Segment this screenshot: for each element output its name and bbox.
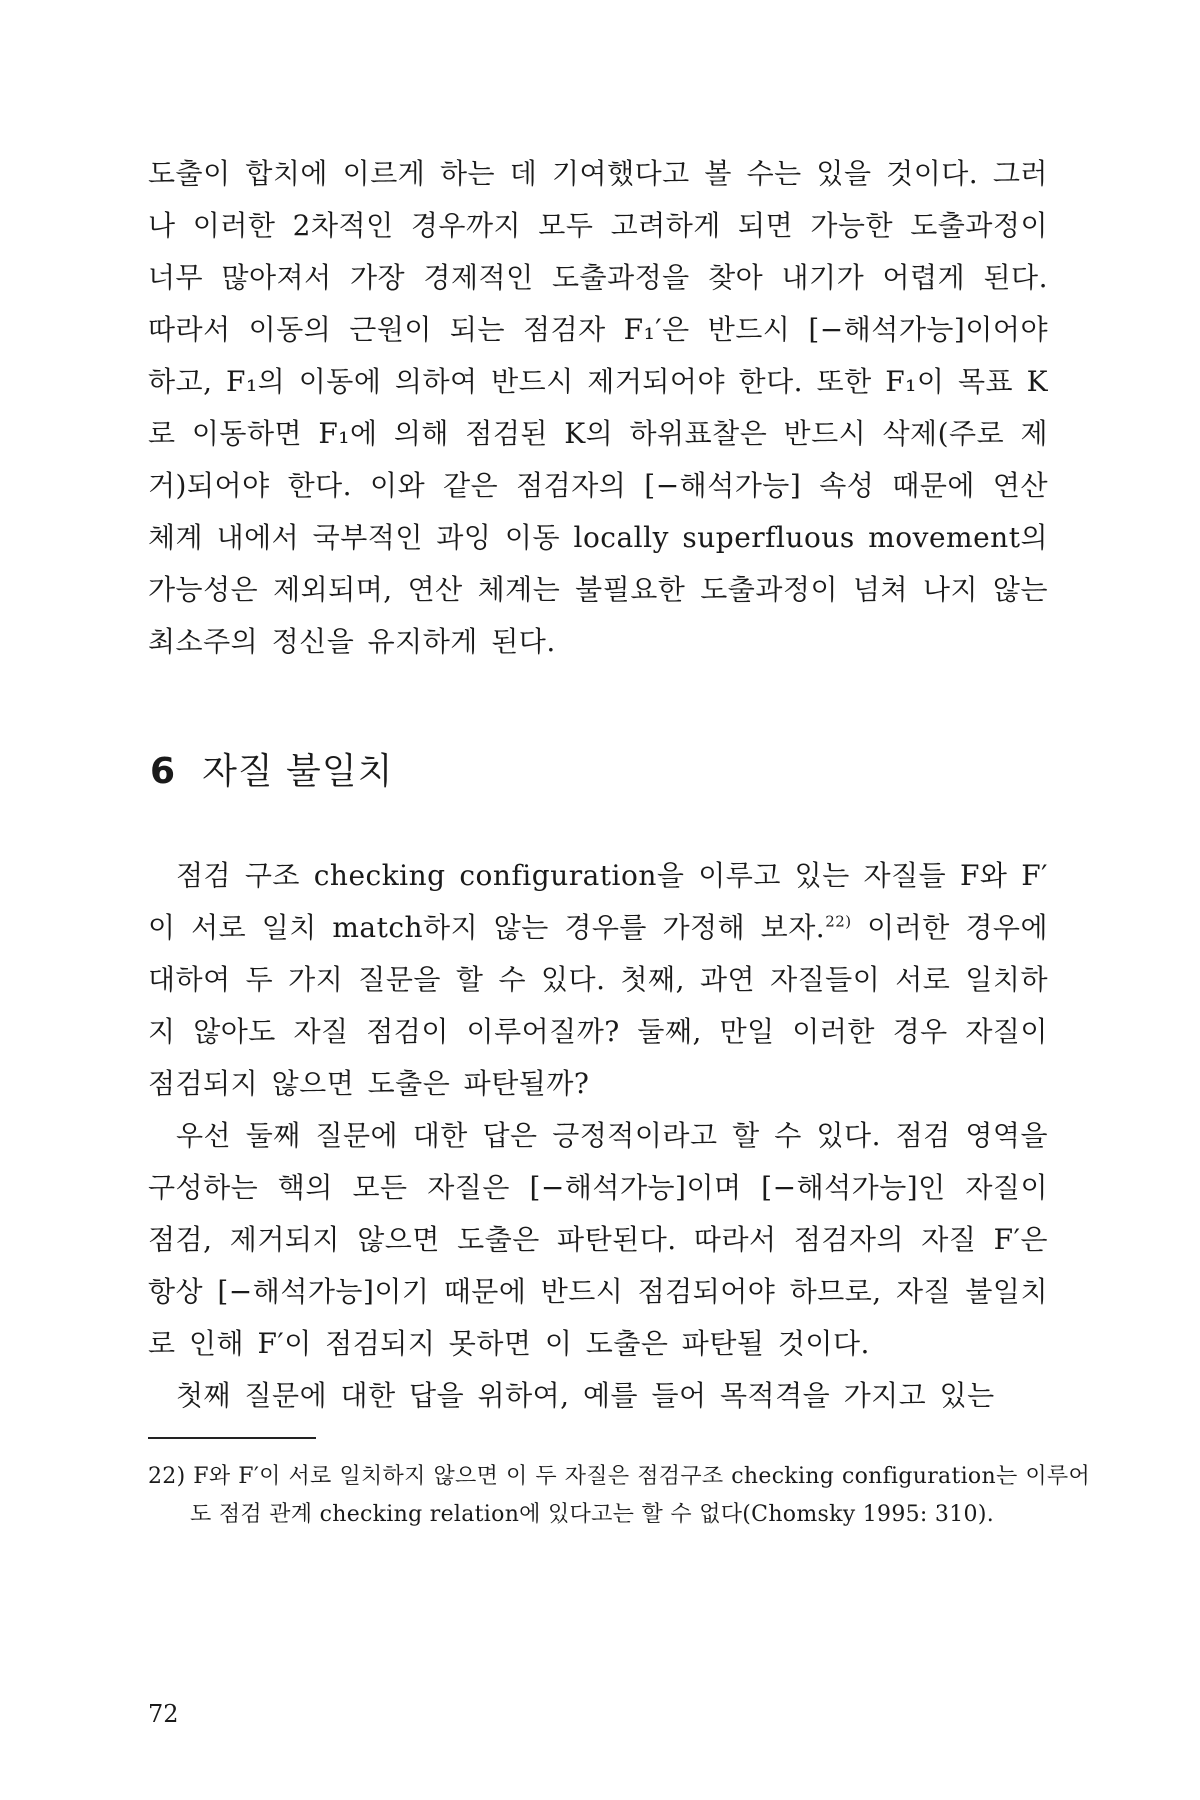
section-heading — [150, 742, 393, 802]
footnote: 22) F와 F′이 서로 일치하지 않으면 이 두 자질은 점검구조 checking configuration는 이루어도 점검 관계 checking relation에 있다고는 할 수 없다(Chomsky 1995: 310). — [148, 1464, 1090, 1527]
paragraph-text: 점검 구조 checking configuration을 이루고 있는 자질들 F와 F′이 서로 일치 match하지 않는 경우를 가정해 보자. — [148, 859, 1048, 944]
footnote-reference: 22) — [825, 912, 852, 931]
section-body — [148, 850, 1048, 1422]
section-number: 6 — [150, 751, 177, 792]
text-block-top — [148, 148, 1048, 668]
section-title: 자질 불일치 — [202, 751, 394, 792]
paragraph — [148, 850, 1048, 1110]
page-number: 72 — [148, 1700, 179, 1728]
footnote-divider — [148, 1437, 316, 1439]
paragraph: 우선 둘째 질문에 대한 답은 긍정적이라고 할 수 있다. 점검 영역을 구성하는 핵의 모든 자질은 [−해석가능]이며 [−해석가능]인 자질이 점검, 제거되지 않으면 도출은 파탄된다. 따라서 점검자의 자질 F′은 항상 [−해석가능]이기 때문에 반드시 점검되어야 하므로, 자질 불일치로 인해 F′이 점검되지 못하면 이 도출은 파탄될 것이다. — [148, 1119, 1048, 1360]
paragraph-text: 이러한 경우에 대하여 두 가지 질문을 할 수 있다. 첫째, 과연 자질들이 서로 일치하지 않아도 자질 점검이 이루어질까? 둘째, 만일 이러한 경우 자질이 점검되지 않으면 도출은 파탄될까? — [148, 911, 1049, 1100]
paragraph: 도출이 합치에 이르게 하는 데 기여했다고 볼 수는 있을 것이다. 그러나 이러한 2차적인 경우까지 모두 고려하게 되면 가능한 도출과정이 너무 많아져서 가장 경제적인 도출과정을 찾아 내기가 어렵게 된다. 따라서 이동의 근원이 되는 점검자 F₁′은 반드시 [−해석가능]이어야 하고, F₁의 이동에 의하여 반드시 제거되어야 한다. 또한 F₁이 목표 K로 이동하면 F₁에 의해 점검된 K의 하위표찰은 반드시 삭제(주로 제거)되어야 한다. 이와 같은 점검자의 [−해석가능] 속성 때문에 연산 체계 내에서 국부적인 과잉 이동 locally superfluous movement의 가능성은 제외되며, 연산 체계는 불필요한 도출과정이 넘쳐 나지 않는 최소주의 정신을 유지하게 된다. — [148, 157, 1048, 658]
paragraph: 첫째 질문에 대한 답을 위하여, 예를 들어 목적격을 가지고 있는 — [176, 1379, 995, 1412]
